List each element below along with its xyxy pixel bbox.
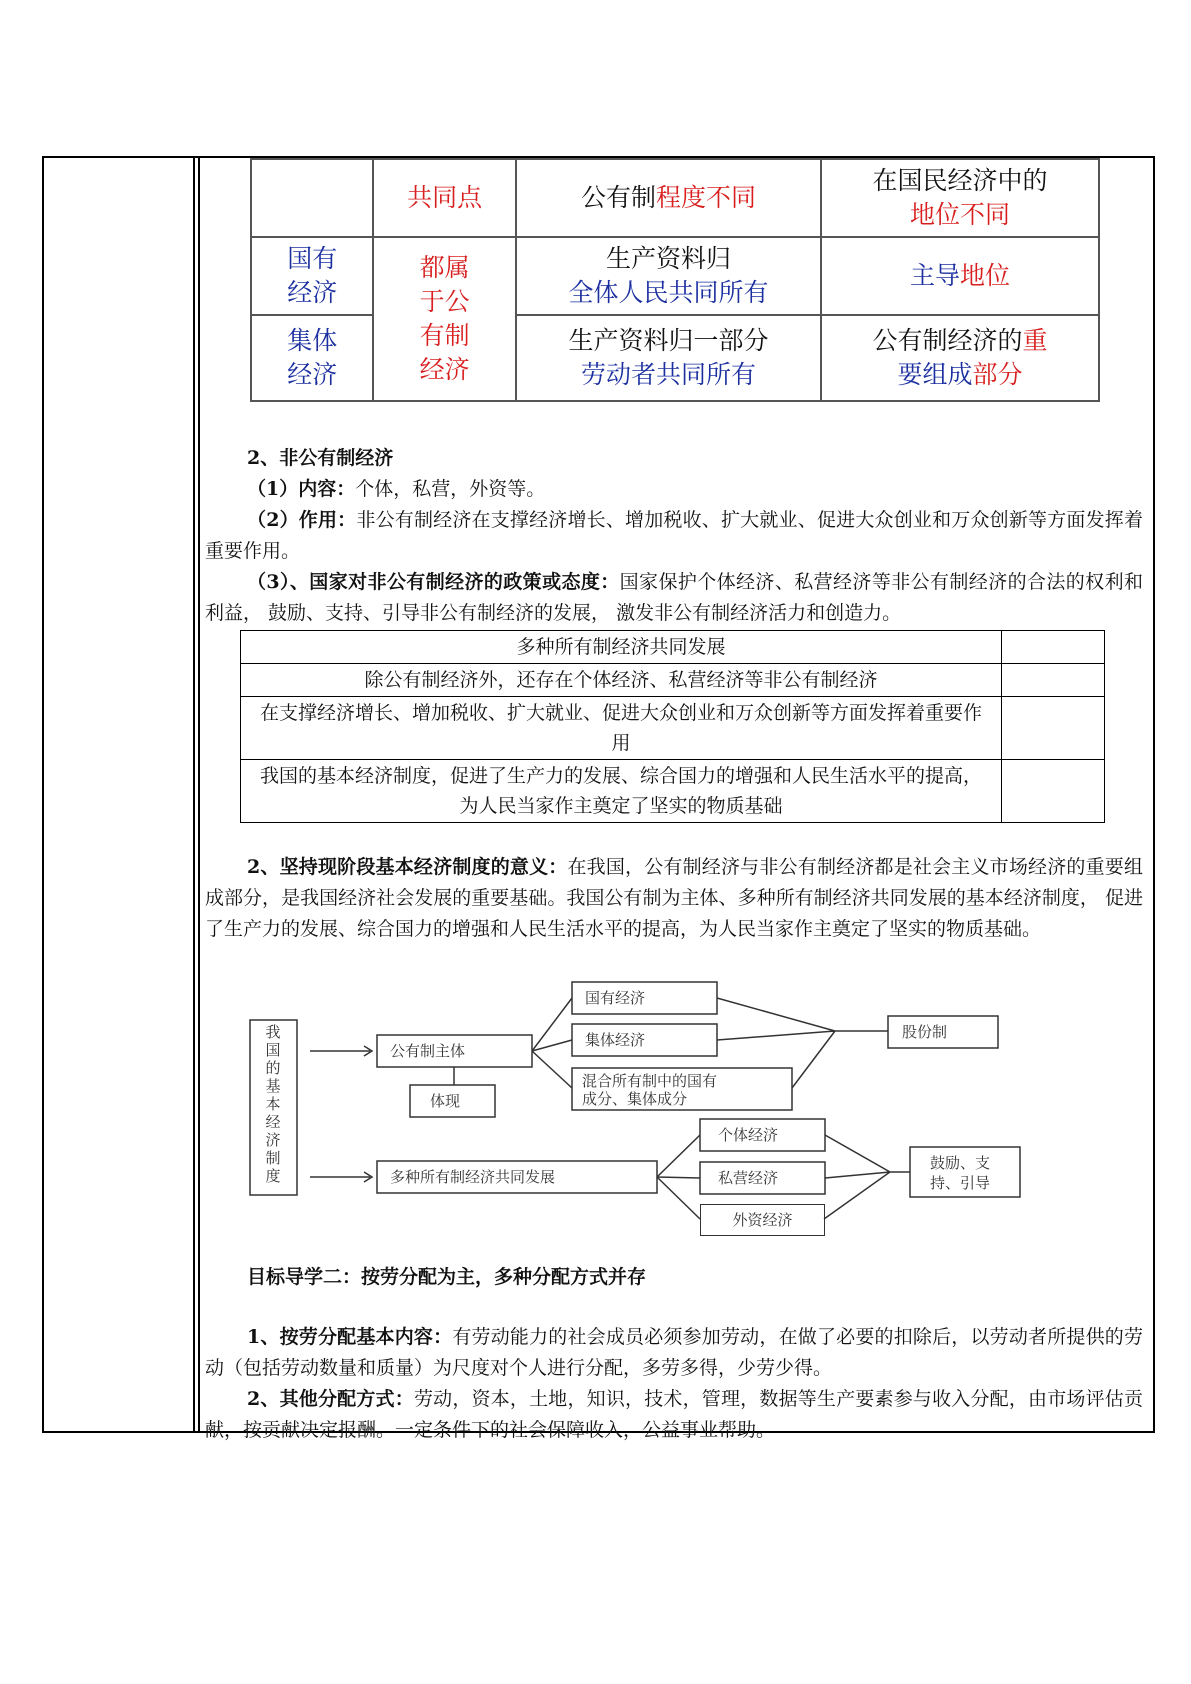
to-shares xyxy=(717,998,888,1088)
goal2-title: 目标导学二：按劳分配为主，多种分配方式并存 xyxy=(247,1266,647,1288)
row-collective-status: 公有制经济的重 要组成部分 xyxy=(821,315,1099,401)
foreign-box: 外资经济 xyxy=(700,1204,825,1236)
public-label: 公有制主体 xyxy=(390,1042,466,1060)
foreign-connector xyxy=(640,1150,710,1230)
section2-content: （1）内容：个体，私营，外资等。 xyxy=(247,478,546,500)
column-divider-2 xyxy=(198,156,200,1433)
row-state-name: 国有经济 xyxy=(251,237,373,315)
header-common: 共同点 xyxy=(373,159,516,237)
dev-table-row: 在支撑经济增长、增加税收、扩大就业、促进大众创业和万众创新等方面发挥着重要作用 xyxy=(241,697,1002,760)
section2-block xyxy=(205,443,1143,629)
mixed-label-2: 成分、集体成分 xyxy=(582,1090,688,1108)
common-cell: 都属于公有制经济 xyxy=(373,237,516,401)
dev-table-header: 多种所有制经济共同发展 xyxy=(241,631,1002,664)
embody-label: 体现 xyxy=(430,1092,461,1110)
private-label: 私营经济 xyxy=(718,1169,779,1187)
collective-label: 集体经济 xyxy=(585,1031,646,1049)
arrow-public xyxy=(310,1046,372,1056)
mixed-label-1: 混合所有制中的国有 xyxy=(582,1072,718,1090)
dev-table-row: 除公有制经济外，还存在个体经济、私营经济等非公有制经济 xyxy=(241,664,1002,697)
column-divider-1 xyxy=(193,156,195,1433)
section2-policy: （3）、国家对非公有制经济的政策或态度：国家保护个体经济、私营经济等非公有制经济的合法的权利和利益， 鼓励、支持、引导非公有制经济的发展， 激发非公有制经济活力和创造力。 xyxy=(205,571,1143,624)
goal2-p2: 2、其他分配方式：劳动，资本，土地，知识，技术，管理，数据等生产要素参与收入分配，由市场评估贡献，按贡献决定报酬。一定条件下的社会保障收入，公益事业帮助。 xyxy=(205,1388,1143,1441)
encourage-label-1: 鼓励、支 xyxy=(930,1154,991,1172)
multi-label: 多种所有制经济共同发展 xyxy=(390,1168,556,1186)
multi-ownership-table xyxy=(240,630,1105,823)
row-state-status: 主导地位 xyxy=(821,237,1099,315)
shares-label: 股份制 xyxy=(902,1023,948,1041)
goal2-p1: 1、按劳分配基本内容：有劳动能力的社会成员必须参加劳动，在做了必要的扣除后，以劳动者所提供的劳动（包括劳动数量和质量）为尺度对个人进行分配，多劳多得，少劳少得。 xyxy=(205,1326,1143,1379)
public-economy-table xyxy=(250,158,1100,402)
root-label: 我国的基本经济制度 xyxy=(265,1023,281,1185)
public-branches xyxy=(532,998,572,1088)
significance-paragraph: 2、坚持现阶段基本经济制度的意义：在我国，公有制经济与非公有制经济都是社会主义市场经济的重要组成部分，是我国经济社会发展的重要基础。我国公有制为主体、多种所有制经济共同发展的基本经济制度， 促进了生产力的发展、综合国力的增强和人民生活水平的提高，为人民当家作主奠定了坚实的物质基础。 xyxy=(205,856,1143,940)
section2-title: 2、非公有制经济 xyxy=(247,447,394,469)
row-state-degree: 生产资料归 全体人民共同所有 xyxy=(516,237,821,315)
foreign-connector-right xyxy=(820,1150,890,1230)
state-label: 国有经济 xyxy=(585,989,646,1007)
row-collective-name: 集体经济 xyxy=(251,315,373,401)
header-status: 在国民经济中的 地位不同 xyxy=(821,159,1099,237)
arrow-multi xyxy=(310,1172,372,1182)
goal2-block xyxy=(205,1322,1143,1446)
dev-table-row: 我国的基本经济制度，促进了生产力的发展、综合国力的增强和人民生活水平的提高，为人民当家作主奠定了坚实的物质基础 xyxy=(241,760,1002,823)
corner-cell xyxy=(251,159,373,237)
individual-label: 个体经济 xyxy=(718,1126,779,1144)
section2-role: （2）作用：非公有制经济在支撑经济增长、增加税收、扩大就业、促进大众创业和万众创新等方面发挥着重要作用。 xyxy=(205,509,1143,562)
row-collective-degree: 生产资料归一部分 劳动者共同所有 xyxy=(516,315,821,401)
encourage-label-2: 持、引导 xyxy=(930,1174,991,1192)
header-degree: 公有制程度不同 xyxy=(516,159,821,237)
